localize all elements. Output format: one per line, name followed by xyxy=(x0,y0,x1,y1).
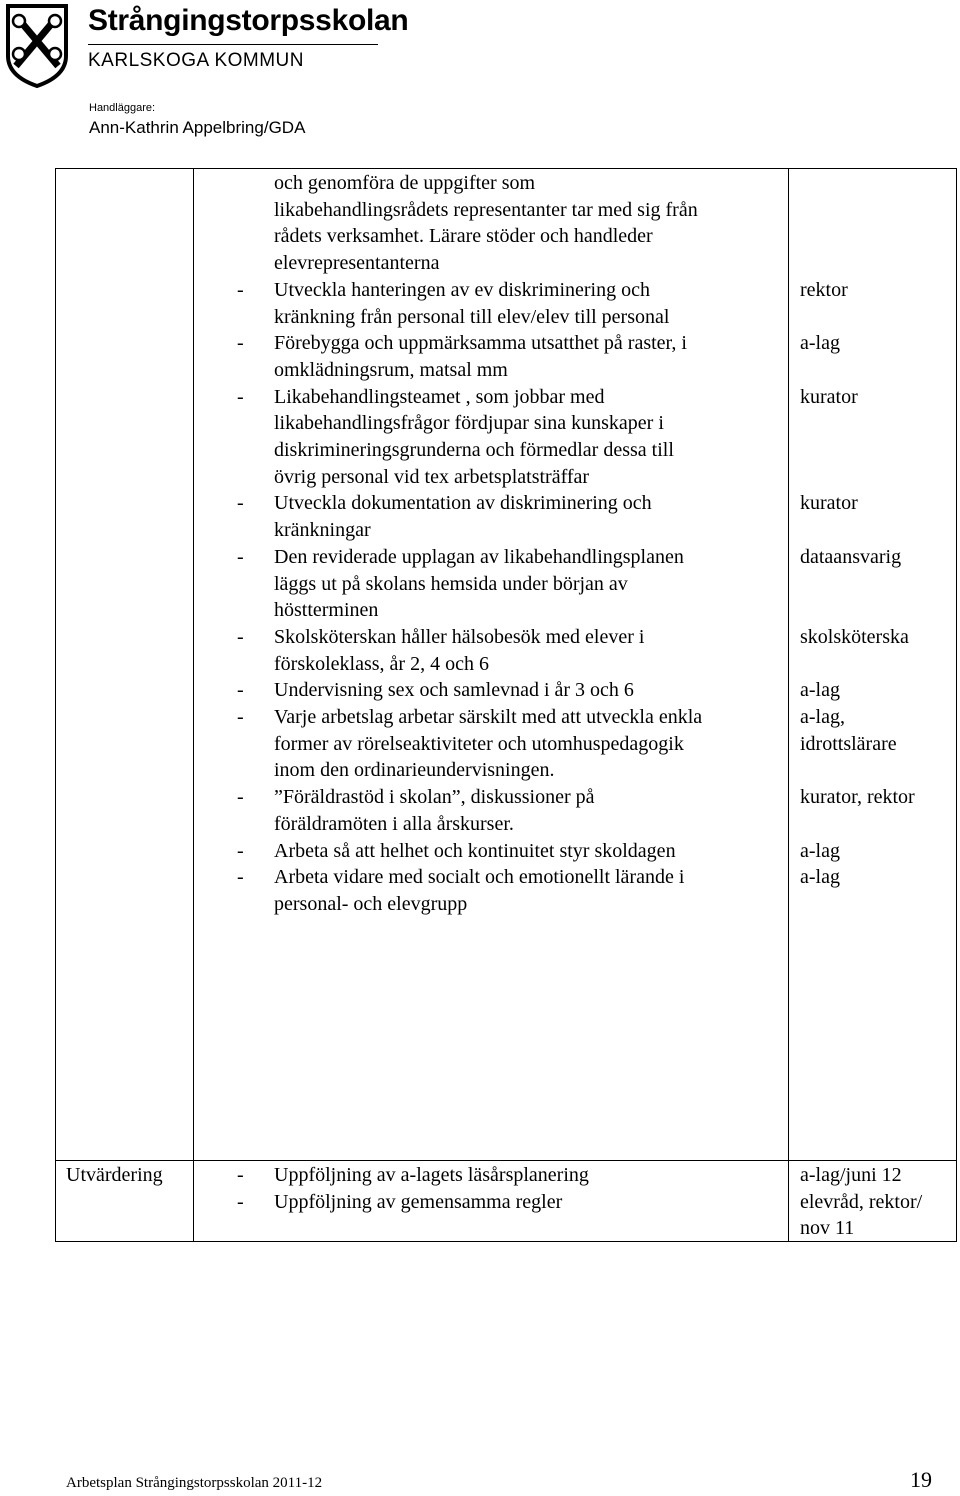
header-divider xyxy=(88,44,378,45)
list-bullet: - xyxy=(237,492,244,515)
list-item: diskrimineringsgrunderna och förmedlar dessa till xyxy=(274,439,674,461)
responsible-entry: idrottslärare xyxy=(800,732,897,755)
school-logo xyxy=(4,2,70,88)
list-item: Varje arbetslag arbetar särskilt med att utveckla enkla xyxy=(274,706,703,728)
responsible-entry: a-lag xyxy=(800,866,840,889)
table-col-divider-2 xyxy=(788,168,789,1242)
list-bullet: - xyxy=(237,545,244,568)
list-item: likabehandlingsrådets representanter tar med sig från xyxy=(274,198,698,221)
responsible-entry: a-lag xyxy=(800,332,840,355)
list-bullet: - xyxy=(237,839,244,862)
list-item: kränkning från personal till elev/elev till personal xyxy=(274,305,670,328)
list-item: läggs ut på skolans hemsida under början av xyxy=(274,572,628,595)
page-number: 19 xyxy=(910,1467,932,1492)
evaluation-label: Utvärdering xyxy=(66,1164,163,1186)
table-border-right xyxy=(956,168,957,1242)
responsible-entry: a-lag xyxy=(800,679,840,702)
list-bullet: - xyxy=(237,385,244,408)
list-item: Skolsköterskan håller hälsobesök med elever i xyxy=(274,625,645,648)
list-item: former av rörelseaktiviteter och utomhuspedagogik xyxy=(274,732,684,755)
list-bullet: - xyxy=(237,332,244,355)
responsible-entry: kurator, rektor xyxy=(800,786,915,809)
responsible-entry: kurator xyxy=(800,385,858,408)
list-item: höstterminen xyxy=(274,599,379,622)
evaluation-bullet: - xyxy=(237,1190,244,1213)
table-border-left xyxy=(55,168,56,1242)
evaluation-responsible: a-lag/juni 12 xyxy=(800,1164,902,1186)
list-item: Likabehandlingsteamet , som jobbar med xyxy=(274,385,605,408)
list-item: kränkningar xyxy=(274,519,371,542)
list-item: Arbeta vidare med socialt och emotionellt lärande i xyxy=(274,866,685,889)
list-item: omklädningsrum, matsal mm xyxy=(274,358,508,381)
school-name: Strångingstorpsskolan xyxy=(88,4,409,37)
evaluation-item: Uppföljning av gemensamma regler xyxy=(274,1190,563,1213)
list-item: Utveckla dokumentation av diskriminering och xyxy=(274,492,652,515)
handler-name: Ann-Kathrin Appelbring/GDA xyxy=(89,118,306,137)
list-item: Arbeta så att helhet och kontinuitet styr skoldagen xyxy=(274,839,676,862)
list-bullet: - xyxy=(237,866,244,889)
municipality-name: KARLSKOGA KOMMUN xyxy=(88,50,304,71)
responsible-entry: kurator xyxy=(800,492,858,515)
list-bullet: - xyxy=(237,679,244,702)
table-border-mid xyxy=(55,1160,957,1161)
handler-label: Handläggare: xyxy=(89,102,156,114)
evaluation-responsible: elevråd, rektor/ xyxy=(800,1190,923,1213)
list-item: Den reviderade upplagan av likabehandlingsplanen xyxy=(274,545,684,568)
evaluation-responsible: nov 11 xyxy=(800,1217,855,1240)
list-bullet: - xyxy=(237,786,244,809)
list-item: elevrepresentanterna xyxy=(274,252,440,275)
responsible-entry: rektor xyxy=(800,278,848,301)
footer-title: Arbetsplan Strångingstorpsskolan 2011-12 xyxy=(66,1475,323,1491)
list-item: Utveckla hanteringen av ev diskriminering och xyxy=(274,278,650,301)
list-item: ”Föräldrastöd i skolan”, diskussioner på xyxy=(274,786,595,809)
table-border-top xyxy=(55,168,957,169)
responsible-entry: a-lag xyxy=(800,839,840,862)
list-bullet: - xyxy=(237,625,244,648)
evaluation-bullet: - xyxy=(237,1164,244,1186)
responsible-entry: a-lag, xyxy=(800,706,845,728)
list-item: likabehandlingsfrågor fördjupar sina kunskaper i xyxy=(274,412,664,435)
list-item: inom den ordinarieundervisningen. xyxy=(274,759,555,782)
list-item: övrig personal vid tex arbetsplatsträffar xyxy=(274,465,590,488)
evaluation-item: Uppföljning av a-lagets läsårsplanering xyxy=(274,1164,589,1186)
list-item: rådets verksamhet. Lärare stöder och handleder xyxy=(274,225,653,248)
list-item: Undervisning sex och samlevnad i år 3 och 6 xyxy=(274,679,634,702)
list-bullet: - xyxy=(237,706,244,728)
responsible-entry: skolsköterska xyxy=(800,625,909,648)
list-item: förskoleklass, år 2, 4 och 6 xyxy=(274,652,489,675)
list-item: och genomföra de uppgifter som xyxy=(274,172,536,194)
list-item: personal- och elevgrupp xyxy=(274,892,468,915)
table-col-divider-1 xyxy=(193,168,194,1242)
responsible-entry: dataansvarig xyxy=(800,545,902,568)
list-item: Förebygga och uppmärksamma utsatthet på raster, i xyxy=(274,332,687,355)
list-bullet: - xyxy=(237,278,244,301)
list-item: föräldramöten i alla årskurser. xyxy=(274,812,514,835)
